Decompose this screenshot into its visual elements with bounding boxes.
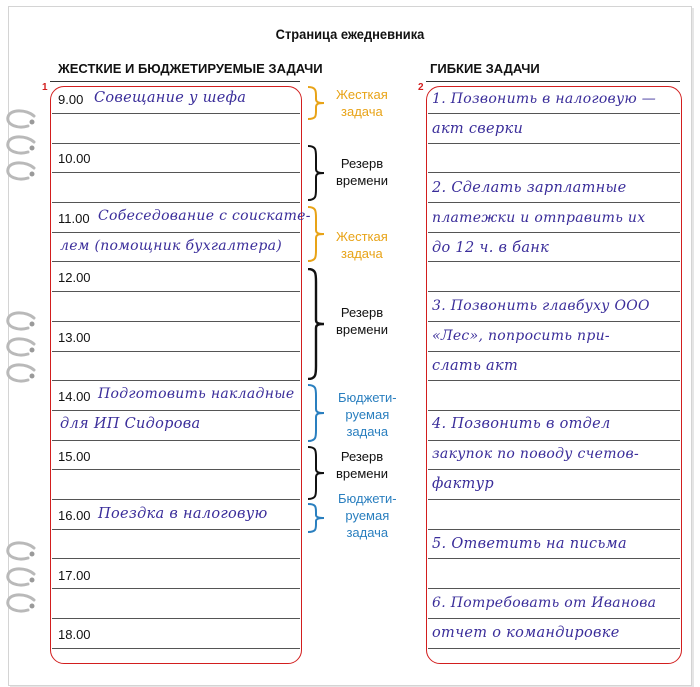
right-column-heading: ГИБКИЕ ЗАДАЧИ	[430, 61, 540, 76]
category-budget: Бюджети- руемая задача	[338, 390, 397, 439]
category-hard: Жесткая задача	[336, 229, 388, 261]
box-number-1: 1	[42, 82, 48, 93]
reserve-brace	[306, 446, 330, 500]
flexible-task-line: 1. Позвонить в налоговую —	[432, 91, 657, 107]
budget-task-brace	[306, 503, 330, 533]
time-label: 16.00	[58, 508, 91, 523]
time-label: 15.00	[58, 449, 91, 464]
category-reserve: Резерв времени	[336, 449, 388, 481]
schedule-entry: Собеседование с соискате-	[98, 208, 311, 224]
flexible-task-line: слать акт	[432, 358, 519, 374]
flexible-tasks-frame	[426, 86, 682, 664]
page-title: Страница ежедневника	[275, 26, 425, 42]
flexible-task-line: 6. Потребовать от Иванова	[432, 595, 657, 611]
schedule-entry: Совещание у шефа	[94, 90, 247, 106]
schedule-entry: Подготовить накладные	[98, 386, 295, 402]
category-hard: Жесткая задача	[336, 87, 388, 119]
time-label: 11.00	[58, 211, 90, 226]
reserve-brace	[306, 145, 330, 201]
heading-rule	[426, 81, 680, 82]
reserve-brace	[306, 268, 330, 380]
box-number-2: 2	[418, 82, 424, 93]
flexible-task-line: акт сверки	[432, 121, 524, 137]
left-column-heading: ЖЕСТКИЕ И БЮДЖЕТИРУЕМЫЕ ЗАДАЧИ	[58, 61, 323, 76]
flexible-task-line: «Лес», попросить при-	[432, 328, 610, 344]
flexible-task-line: до 12 ч. в банк	[432, 240, 550, 256]
flexible-task-line: 4. Позвонить в отдел	[432, 416, 611, 432]
spiral-ring	[4, 540, 38, 564]
flexible-task-line: 3. Позвонить главбуху ООО	[432, 298, 650, 314]
spiral-ring	[4, 310, 38, 334]
spiral-ring	[4, 592, 38, 616]
schedule-entry: для ИП Сидорова	[60, 416, 201, 432]
schedule-entry: Поездка в налоговую	[98, 506, 268, 522]
time-label: 12.00	[58, 270, 91, 285]
time-label: 10.00	[58, 151, 91, 166]
flexible-task-line: 5. Ответить на письма	[432, 536, 627, 552]
budget-task-brace	[306, 384, 330, 442]
time-label: 18.00	[58, 627, 91, 642]
time-label: 13.00	[58, 330, 91, 345]
flexible-task-line: платежки и отправить их	[432, 210, 646, 226]
heading-rule	[50, 81, 300, 82]
time-label: 17.00	[58, 568, 91, 583]
spiral-ring	[4, 160, 38, 184]
time-label: 9.00	[58, 92, 84, 107]
category-reserve: Резерв времени	[336, 156, 388, 188]
spiral-ring	[4, 566, 38, 590]
spiral-ring	[4, 362, 38, 386]
spiral-ring	[4, 108, 38, 132]
flexible-task-line: отчет о командировке	[432, 625, 620, 641]
spiral-ring	[4, 134, 38, 158]
hard-task-brace	[306, 86, 330, 120]
time-label: 14.00	[58, 389, 91, 404]
category-budget: Бюджети- руемая задача	[338, 491, 397, 540]
flexible-task-line: 2. Сделать зарплатные	[432, 180, 627, 196]
flexible-task-line: закупок по поводу счетов-	[432, 446, 639, 462]
category-reserve: Резерв времени	[336, 305, 388, 337]
schedule-entry: лем (помощник бухгалтера)	[60, 238, 282, 254]
hard-task-brace	[306, 206, 330, 262]
flexible-task-line: фактур	[432, 476, 494, 492]
spiral-ring	[4, 336, 38, 360]
